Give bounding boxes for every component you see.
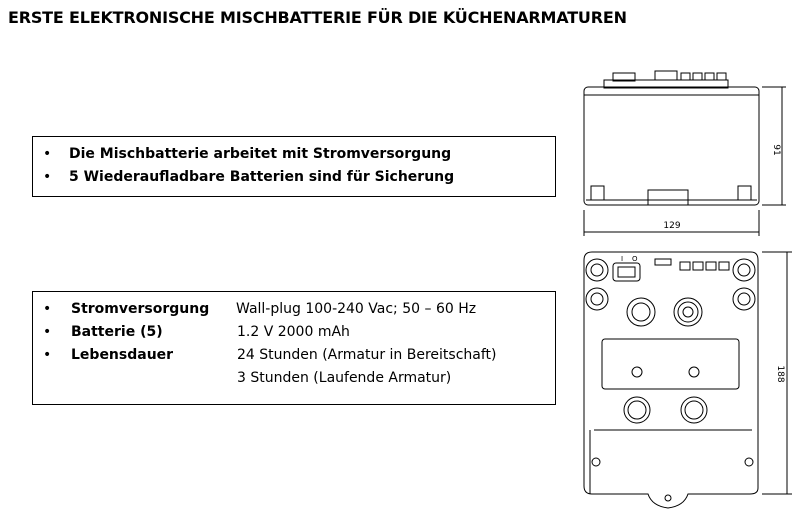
top-view <box>584 252 792 508</box>
bullet: • <box>43 324 52 340</box>
spec-value: Wall-plug 100-240 Vac; 50 – 60 Hz <box>236 301 477 317</box>
spec-value: 3 Stunden (Laufende Armatur) <box>237 370 452 386</box>
bullet: • <box>43 146 52 162</box>
spec-value: 1.2 V 2000 mAh <box>237 324 350 340</box>
width-dimension: 129 <box>663 221 681 231</box>
height-dimension: 91 <box>771 144 781 156</box>
bullet: • <box>43 347 52 363</box>
switch-label-off: O <box>632 255 638 263</box>
spec-label: Batterie (5) <box>71 324 163 340</box>
page-title: ERSTE ELEKTRONISCHE MISCHBATTERIE FÜR DIE KÜCHENARMATUREN <box>8 8 627 27</box>
spec-label: Lebensdauer <box>71 347 174 363</box>
side-view <box>584 71 786 236</box>
length-dimension: 188 <box>775 365 785 383</box>
feature-text: 5 Wiederaufladbare Batterien sind für Sicherung <box>69 169 455 185</box>
spec-label: Stromversorgung <box>71 301 210 317</box>
spec-value: 24 Stunden (Armatur in Bereitschaft) <box>237 347 497 363</box>
feature-text: Die Mischbatterie arbeitet mit Stromversorgung <box>69 146 452 162</box>
bullet: • <box>43 301 52 317</box>
bullet: • <box>43 169 52 185</box>
switch-label-on: I <box>621 255 624 263</box>
